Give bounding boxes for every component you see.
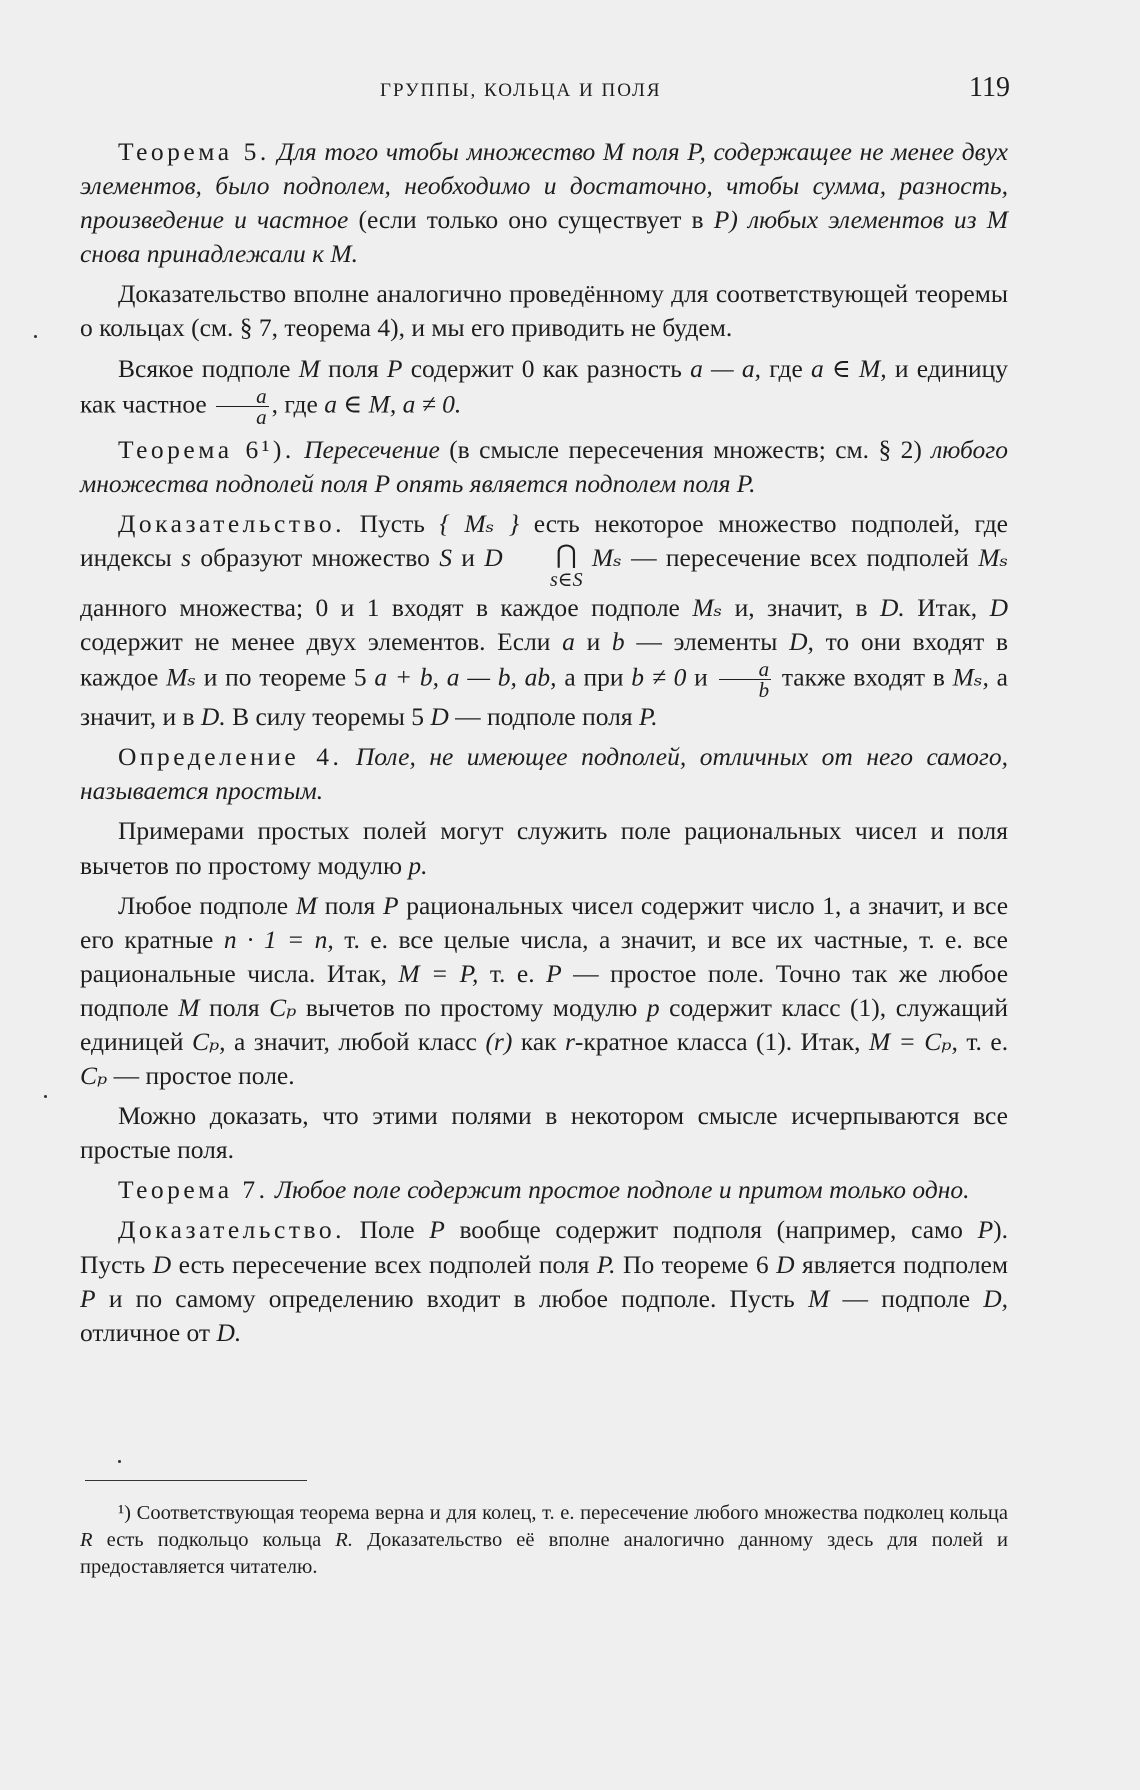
- fraction-a-over-b: $\frac{a}{b}$: [719, 659, 772, 700]
- print-speck: [44, 1095, 47, 1098]
- paragraph-examples: Примерами простых полей могут служить поле рациональных чисел и поля вычетов по простому модулю p.: [80, 816, 1008, 880]
- page-number: 119: [969, 72, 1010, 103]
- print-speck: [118, 1460, 121, 1463]
- intersection-operator: ⋂ s∈S: [550, 539, 583, 591]
- paragraph-subfield-contains: Всякое подполе M поля P содержит 0 как разность a — a, где a ∈ M, и единицу как частное $\frac{a}{a}$ , где a ∈ M, a ≠ 0.: [80, 353, 1009, 429]
- running-title: ГРУППЫ, КОЛЬЦА И ПОЛЯ: [380, 80, 662, 101]
- proof-theorem-7: Доказательство. Поле P вообще содержит подполя (например, само P). Пусть D есть пересечение всех подполей поля P. По теореме 6 D является подполем P и по самому определению входит в любое подполе. Пусть M — подполе D, отличное от D.: [80, 1215, 1009, 1347]
- proof-theorem-6: Доказательство. Пусть { Mₛ } есть некоторое множество подполей, где индексы s образуют множество S и D ⋂ s∈S Mₛ — пересечение всех подполей Mₛ данного множества; 0 и 1 входят в каждое подполе Mₛ и, значит, в D. Итак, D содержит не менее двух элементов. Если a и b — элементы D, то они входят в каждое Mₛ и по теореме 5 a + b, a — b, ab, а при b ≠ 0 и $\frac{a}{b}$ также входят в Mₛ, а значит, и в D. В силу теоремы 5 D — подполе поля P.: [80, 508, 1009, 732]
- main-text: [80, 135, 1008, 1356]
- fraction-a-over-a: $\frac{a}{a}$: [216, 386, 269, 427]
- definition-4: Определение 4. Поле, не имеющее подполей, отличных от него самого, называется простым.: [80, 742, 1008, 806]
- paragraph-proof-analogy: Доказательство вполне аналогично проведённому для соответствующей теоремы о кольцах (см. § 7, теорема 4), и мы его приводить не будем.: [80, 279, 1008, 343]
- page-header: [80, 72, 1010, 104]
- paragraph-exhaust: Можно доказать, что этими полями в некотором смысле исчерпываются все простые поля.: [80, 1101, 1008, 1165]
- theorem-5: Теорема 5. Для того чтобы множество M поля P, содержащее не менее двух элементов, было подполем, необходимо и достаточно, чтобы сумма, разность, произведение и частное (если только оно существует в P) любых элементов из M снова принадлежали к M.: [80, 137, 1009, 269]
- theorem-7: Теорема 7. Любое поле содержит простое подполе и притом только одно.: [118, 1175, 970, 1205]
- paragraph-rational-field: Любое подполе M поля P рациональных чисел содержит число 1, а значит, и все его кратные n · 1 = n, т. е. все целые числа, а значит, и все их частные, т. е. все рациональные числа. Итак, M = P, т. е. P — простое поле. Точно так же любое подполе M поля Cₚ вычетов по простому модулю p содержит класс (1), служащий единицей Cₚ, а значит, любой класс (r) как r-кратное класса (1). Итак, M = Cₚ, т. е. Cₚ — простое поле.: [80, 890, 1009, 1091]
- theorem-6: Теорема 6¹). Пересечение (в смысле пересечения множеств; см. § 2) любого множества подполей поля P опять является подполем поля P.: [80, 434, 1008, 498]
- footnote-rule: [85, 1480, 307, 1481]
- footnote: ¹) Соответствующая теорема верна и для колец, т. е. пересечение любого множества подколец кольца R есть подкольцо кольца R. Доказательство её вполне аналогично данному здесь для полей и предоставляется читателю.: [80, 1502, 1009, 1578]
- print-speck: [34, 335, 37, 338]
